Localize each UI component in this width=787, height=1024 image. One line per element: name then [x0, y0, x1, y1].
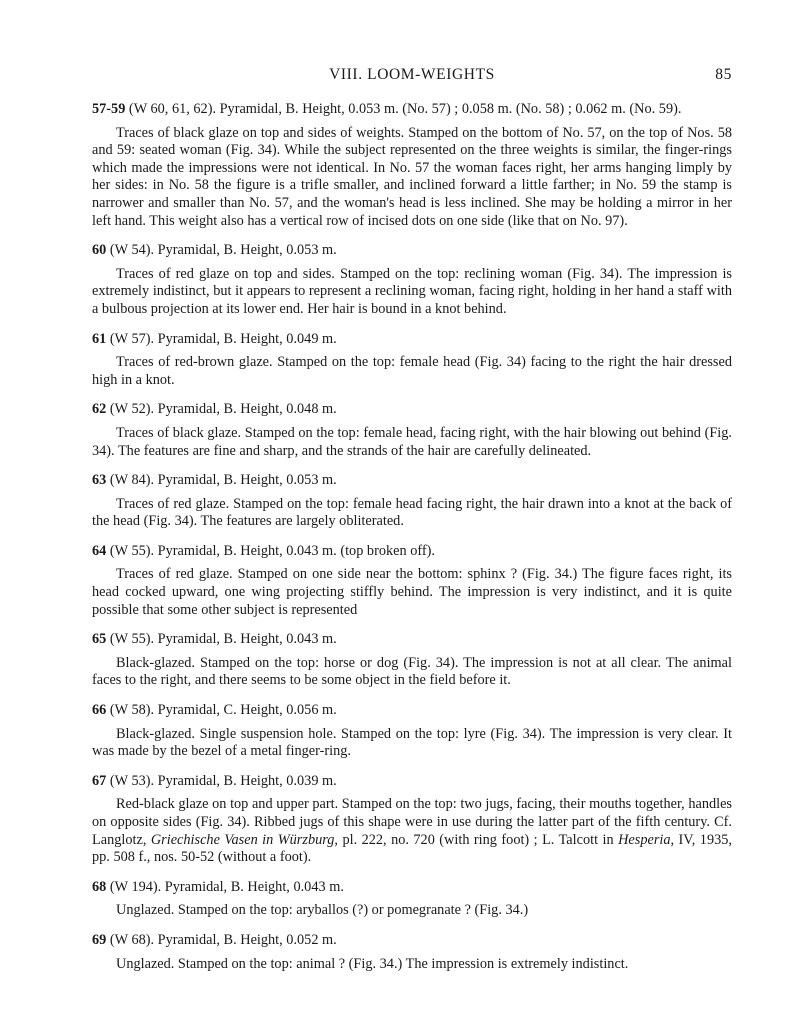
catalogue-entry: [92, 543, 732, 619]
catalogue-entry: [92, 472, 732, 531]
catalogue-entry: [92, 331, 732, 390]
running-header: [92, 66, 732, 88]
entry-number: 57-59: [92, 101, 126, 117]
entry-description: Traces of black glaze on top and sides of weights. Stamped on the bottom of No. 57, on the top of Nos. 58 and 59: seated woman (Fig. 34). While the subject represented on the three weights is similar, the finger-rings which made the impressions were not identical. In No. 57 the woman faces right, her arms hanging limply by her sides: in No. 58 the figure is a trifle smaller, and inclined forward a little farther; in No. 59 the stamp is narrower and smaller than No. 57, and the woman's head is less inclined. She may be holding a mirror in her left hand. This weight also has a vertical row of incised dots on one side (like that on No. 97).: [92, 124, 732, 229]
entry-heading: [92, 932, 732, 950]
entry-specs: (W 57). Pyramidal, B. Height, 0.049 m.: [106, 330, 337, 347]
catalogue-entry: [92, 879, 732, 920]
entry-number: 65: [92, 631, 107, 648]
entry-number: 63: [92, 472, 107, 489]
entry-description: Traces of red-brown glaze. Stamped on the top: female head (Fig. 34) facing to the right the hair dressed high in a knot.: [92, 354, 732, 388]
entry-specs: (W 58). Pyramidal, C. Height, 0.056 m.: [106, 702, 337, 719]
entry-description: Traces of black glaze. Stamped on the top: female head, facing right, with the hair blowing out behind (Fig. 34). The features are fine and sharp, and the strands of the hair are carefully delineated.: [92, 424, 732, 459]
entry-heading: [92, 702, 732, 720]
entry-description: Traces of red glaze. Stamped on one side near the bottom: sphinx ? (Fig. 34.) The figure faces right, its head cocked upward, one wing projecting stiffly behind. The impression is very indistinct, and it is quite possible that some other subject is represented: [92, 566, 732, 618]
entry-heading: [92, 401, 732, 419]
entry-heading: [92, 879, 732, 897]
entry-heading: [92, 472, 732, 490]
catalogue-entry: [92, 242, 732, 318]
entry-heading: [92, 331, 732, 349]
entry-number: 62: [92, 401, 107, 418]
entry-specs: (W 52). Pyramidal, B. Height, 0.048 m.: [106, 401, 337, 418]
entry-specs: (W 53). Pyramidal, B. Height, 0.039 m.: [106, 772, 337, 789]
entry-number: 67: [92, 772, 107, 789]
entry-specs: (W 68). Pyramidal, B. Height, 0.052 m.: [106, 931, 337, 948]
catalogue-body: [92, 101, 732, 985]
description-text: , pl. 222, no. 720 (with ring foot) ; L. Talcott in: [334, 831, 619, 848]
entry-number: 64: [92, 542, 107, 559]
entry-specs: (W 194). Pyramidal, B. Height, 0.043 m.: [106, 878, 344, 895]
catalogue-entry: [92, 932, 732, 973]
entry-heading: [92, 242, 732, 260]
page-number: 85: [715, 66, 732, 83]
description-text: Red-black glaze on top and upper part. Stamped on the top: two jugs, facing, their mouths together, handles on opposite sides (Fig. 34). Ribbed jugs of this shape were in use during the latter part of the fifth century. Cf. Langlotz,: [92, 796, 732, 848]
entry-specs: (W 54). Pyramidal, B. Height, 0.053 m.: [106, 242, 337, 259]
entry-specs: (W 55). Pyramidal, B. Height, 0.043 m.: [106, 631, 337, 648]
cited-title: Griechische Vasen in Würzburg: [150, 831, 335, 848]
entry-description: Unglazed. Stamped on the top: aryballos (?) or pomegranate ? (Fig. 34.): [116, 902, 529, 919]
entry-number: 66: [92, 702, 107, 719]
catalogue-entry: [92, 401, 732, 460]
catalogue-entry: [92, 702, 732, 761]
entry-heading: [92, 631, 732, 649]
cited-journal: Hesperia: [618, 831, 671, 848]
entry-number: 68: [92, 878, 107, 895]
entry-description: Black-glazed. Stamped on the top: horse or dog (Fig. 34). The impression is not at all clear. The animal faces to the right, and there seems to be some object in the field before it.: [92, 654, 732, 689]
entry-specs: (W 55). Pyramidal, B. Height, 0.043 m. (top broken off).: [106, 542, 435, 559]
entry-number: 61: [92, 330, 107, 347]
entry-description: Traces of red glaze. Stamped on the top: female head facing right, the hair drawn into a knot at the back of the head (Fig. 34). The features are largely obliterated.: [92, 495, 732, 530]
entry-specs: (W 84). Pyramidal, B. Height, 0.053 m.: [106, 472, 337, 489]
entry-description: Unglazed. Stamped on the top: animal ? (Fig. 34.) The impression is extremely indistinct.: [116, 955, 629, 972]
entry-heading: [92, 773, 732, 791]
entry-description: Black-glazed. Single suspension hole. Stamped on the top: lyre (Fig. 34). The impression is very clear. It was made by the bezel of a metal finger-ring.: [92, 725, 732, 760]
entry-description: [92, 796, 732, 866]
entry-specs: (W 60, 61, 62). Pyramidal, B. Height, 0.053 m. (No. 57) ; 0.058 m. (No. 58) ; 0.062 m. (No. 59).: [125, 101, 682, 117]
catalogue-entry: [92, 631, 732, 690]
catalogue-entry: [92, 101, 732, 230]
entry-heading: [92, 543, 732, 561]
entry-number: 69: [92, 931, 107, 948]
description-text: , IV, 1935, pp. 508 f., nos. 50-52 (without a foot).: [92, 831, 732, 866]
chapter-title: VIII. LOOM-WEIGHTS: [329, 66, 495, 83]
entry-number: 60: [92, 242, 107, 259]
entry-heading: [92, 101, 732, 119]
entry-description: Traces of red glaze on top and sides. Stamped on the top: reclining woman (Fig. 34). The impression is extremely indistinct, but it appears to represent a reclining woman, facing right, holding in her hand a staff with a bulbous projection at its lower end. Her hair is bound in a knot behind.: [92, 265, 732, 317]
catalogue-entry: [92, 773, 732, 867]
